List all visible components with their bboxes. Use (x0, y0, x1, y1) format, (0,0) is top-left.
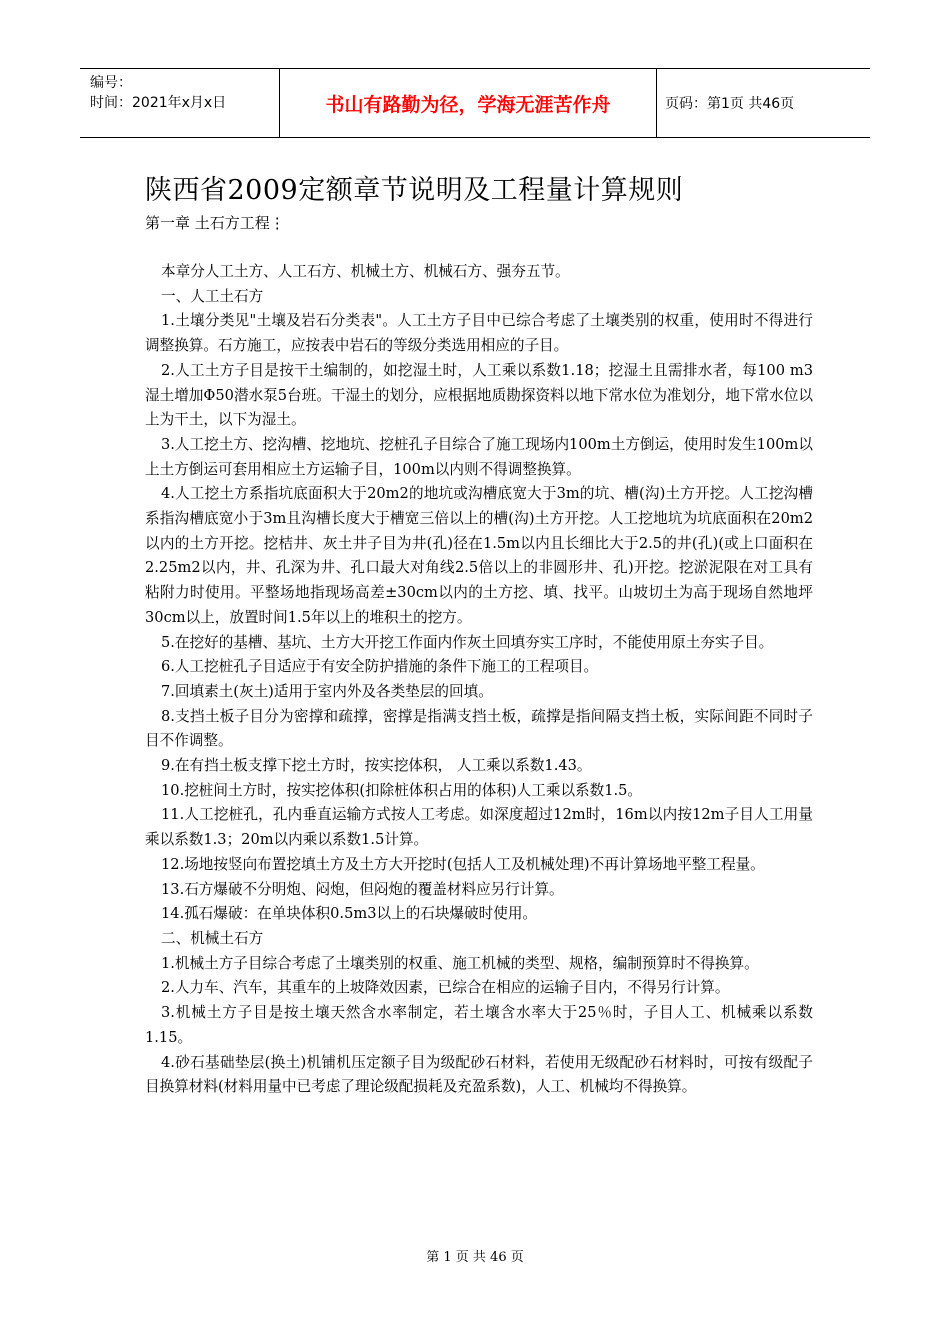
page-header (80, 68, 870, 138)
body-paragraph: 9.在有挡土板支撑下挖土方时，按实挖体积， 人工乘以系数1.43。 (161, 757, 592, 775)
body-paragraph: 4.人工挖土方系指坑底面积大于20m2的地坑或沟槽底宽大于3m的坑、槽(沟)土方开挖。人工挖沟槽系指沟槽底宽小于3m且沟槽长度大于槽宽三倍以上的槽(沟)土方开挖。人工挖地坑为坑底面积在20m2以内的土方开挖。挖桔井、灰土井子目为井(孔)径在1.5m以内且长细比大于2.5的井(孔)(或上口面积在2.25m2以内，井、孔深为井、孔口最大对角线2.5倍以上的非圆形井、孔)开挖。挖淤泥限在对工具有粘附力时使用。平整场地指现场高差±30cm以内的土方挖、填、找平。山坡切土为高于现场自然地坪30cm以上，放置时间1.5年以上的堆积土的挖方。 (145, 485, 813, 626)
body-paragraph: 14.孤石爆破：在单块体积0.5m3以上的石块爆破时使用。 (161, 905, 538, 923)
header-motto: 书山有路勤为径，学海无涯苦作舟 (280, 69, 657, 137)
body-paragraph: 3.机械土方子目是按土壤天然含水率制定，若土壤含水率大于25％时，子目人工、机械乘以系数1.15。 (145, 1004, 813, 1046)
body-paragraph: 2.人工土方子目是按干土编制的，如挖湿土时，人工乘以系数1.18；挖湿土且需排水者，每100 m3湿土增加Φ50潜水泵5台班。干湿土的划分，应根据地质勘探资料以地下常水位为准划分，地下常水位以上为干土，以下为湿土。 (145, 361, 813, 429)
header-meta (80, 69, 280, 137)
body-paragraph: 本章分人工土方、人工石方、机械土方、机械石方、强夯五节。 (161, 263, 570, 280)
body-paragraph: 7.回填素土(灰土)适用于室内外及各类垫层的回填。 (161, 682, 493, 700)
page-footer: 第 1 页 共 46 页 (426, 1250, 524, 1265)
document-body (145, 260, 813, 1100)
section-heading: 一、人工土石方 (161, 287, 264, 305)
body-paragraph: 3.人工挖土方、挖沟槽、挖地坑、挖桩孔子目综合了施工现场内100m土方倒运，使用时发生100m以上土方倒运可套用相应土方运输子目，100m以内则不得调整换算。 (145, 435, 813, 478)
body-paragraph: 13.石方爆破不分明炮、闷炮，但闷炮的覆盖材料应另行计算。 (161, 880, 564, 898)
document-time-label: 时间：2021年x月x日 (90, 95, 227, 111)
body-paragraph: 2.人力车、汽车，其重车的上坡降效因素，已综合在相应的运输子目内，不得另行计算。 (161, 979, 730, 997)
body-paragraph: 11.人工挖桩孔，孔内垂直运输方式按人工考虑。如深度超过12m时，16m以内按12m子目人工用量乘以系数1.3；20m以内乘以系数1.5计算。 (145, 806, 813, 849)
body-paragraph: 12.场地按竖向布置挖填土方及土方大开挖时(包括人工及机械处理)不再计算场地平整工程量。 (161, 855, 765, 873)
body-paragraph: 10.挖桩间土方时，按实挖体积(扣除桩体积占用的体积)人工乘以系数1.5。 (161, 781, 643, 799)
section-heading: 二、机械土石方 (161, 929, 264, 947)
document-number-label: 编号： (90, 75, 132, 91)
header-page-label: 页码：第1页 共46页 (665, 96, 795, 112)
body-paragraph: 4.砂石基础垫层(换土)机铺机压定额子目为级配砂石材料，若使用无级配砂石材料时，可按有级配子目换算材料(材料用量中已考虑了理论级配损耗及充盈系数)，人工、机械均不得换算。 (145, 1053, 813, 1096)
body-paragraph: 8.支挡土板子目分为密撑和疏撑，密撑是指满支挡土板，疏撑是指间隔支挡土板，实际间距不同时子目不作调整。 (145, 707, 813, 750)
body-paragraph: 1.土壤分类见"土壤及岩石分类表"。人工土方子目中已综合考虑了土壤类别的权重，使用时不得进行调整换算。石方施工，应按表中岩石的等级分类选用相应的子目。 (145, 312, 813, 355)
chapter-heading: 第一章 土石方工程⋮ (145, 214, 285, 232)
body-paragraph: 5.在挖好的基槽、基坑、土方大开挖工作面内作灰土回填夯实工序时，不能使用原土夯实子目。 (161, 633, 774, 651)
document-title: 陕西省2009定额章节说明及工程量计算规则 (145, 175, 684, 206)
body-paragraph: 1.机械土方子目综合考虑了土壤类别的权重、施工机械的类型、规格，编制预算时不得换算。 (161, 954, 759, 972)
body-paragraph: 6.人工挖桩孔子目适应于有安全防护措施的条件下施工的工程项目。 (161, 658, 599, 676)
